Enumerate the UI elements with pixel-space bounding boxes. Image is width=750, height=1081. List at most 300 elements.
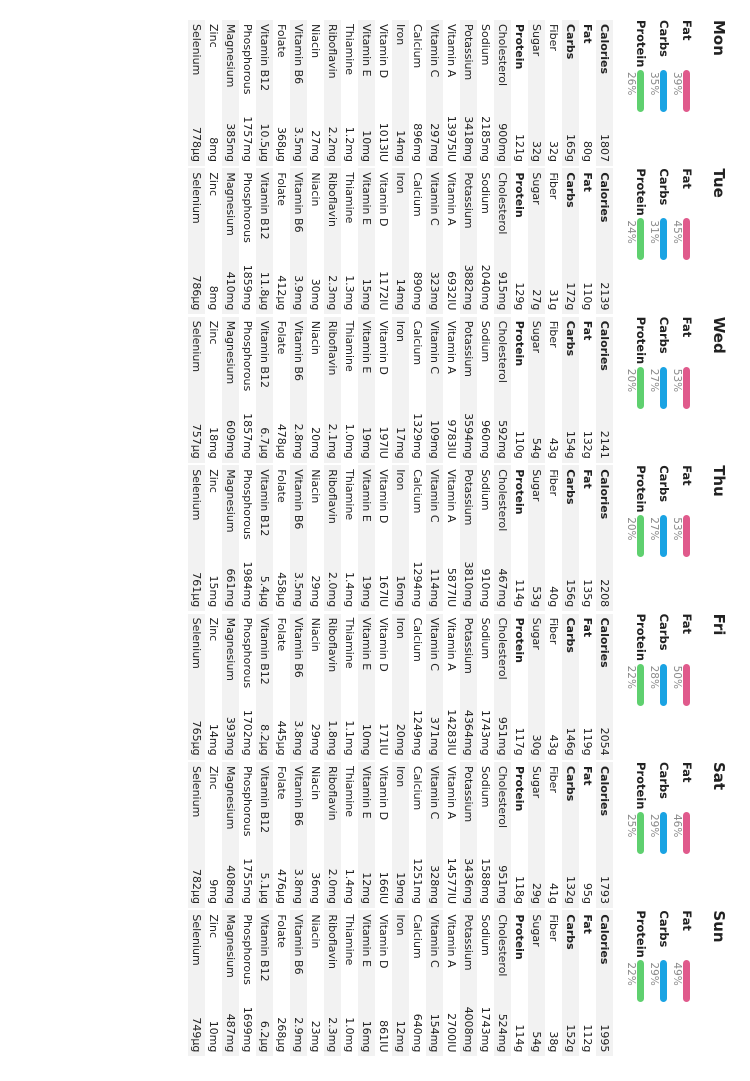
nutrient-row <box>596 762 613 908</box>
nutrient-value: 765µg <box>190 720 203 756</box>
nutrient-row <box>375 168 392 314</box>
nutrient-value: 640mg <box>411 1013 424 1053</box>
nutrient-row <box>188 762 205 908</box>
nutrient-row <box>477 465 494 611</box>
nutrient-value: 890mg <box>411 271 424 311</box>
nutrient-row <box>477 910 494 1056</box>
nutrient-row <box>375 614 392 760</box>
nutrient-value: 1702mg <box>241 709 254 756</box>
nutrient-label: Vitamin C <box>428 24 441 78</box>
nutrient-label: Carbs <box>564 914 577 950</box>
fat-percent: 45% <box>671 220 683 244</box>
nutrient-row <box>460 317 477 463</box>
nutrient-value: 152g <box>564 1024 577 1053</box>
fat-percent: 53% <box>671 517 683 541</box>
protein-percent: 25% <box>625 814 637 838</box>
nutrient-label: Calcium <box>411 24 424 69</box>
nutrient-row <box>222 168 239 314</box>
nutrient-label: Sugar <box>530 469 543 502</box>
nutrient-value: 268µg <box>275 1017 288 1053</box>
nutrient-row <box>528 20 545 166</box>
nutrient-value: 1995 <box>598 1024 611 1053</box>
protein-macro <box>627 910 649 1056</box>
nutrient-label: Protein <box>513 617 526 663</box>
nutrient-value: 458µg <box>275 572 288 608</box>
fat-percent: 53% <box>671 368 683 393</box>
nutrient-row <box>545 465 562 611</box>
nutrient-label: Vitamin B6 <box>292 320 305 381</box>
nutrient-label: Niacin <box>309 469 322 504</box>
nutrient-row <box>273 910 290 1056</box>
nutrient-value: 19mg <box>360 427 373 459</box>
nutrient-row <box>256 317 273 463</box>
carbs-macro <box>650 20 672 166</box>
nutrient-value: 1.3mg <box>343 275 356 311</box>
nutrient-label: Sugar <box>530 617 543 650</box>
nutrient-value: 1743mg <box>479 709 492 756</box>
nutrient-value: 757µg <box>190 423 203 459</box>
nutrient-label: Cholesterol <box>496 766 509 829</box>
nutrient-label: Calcium <box>411 320 424 366</box>
nutrient-label: Fat <box>581 320 594 341</box>
nutrient-value: 29mg <box>309 575 322 608</box>
nutrient-label: Carbs <box>564 24 577 60</box>
nutrient-value: 3.8mg <box>292 720 305 756</box>
nutrient-value: 40g <box>547 586 560 608</box>
day-column-fri <box>0 614 750 760</box>
nutrient-label: Potassium <box>462 172 475 229</box>
nutrient-label: Magnesium <box>224 320 237 385</box>
nutrient-value: 3810mg <box>462 561 475 608</box>
protein-percent: 20% <box>625 517 637 541</box>
nutrient-row <box>307 317 324 463</box>
nutrient-row <box>528 910 545 1056</box>
nutrient-row <box>409 317 426 463</box>
carbs-label: Carbs <box>657 613 671 651</box>
nutrient-value: 1.4mg <box>343 571 356 608</box>
nutrient-row <box>375 762 392 908</box>
nutrient-row <box>409 614 426 760</box>
nutrient-value: 14mg <box>207 723 220 756</box>
nutrient-value: 54g <box>530 1031 543 1053</box>
nutrient-label: Iron <box>394 320 407 343</box>
nutrient-row <box>307 614 324 760</box>
nutrient-value: 1743mg <box>479 1006 492 1053</box>
nutrient-value: 118g <box>513 876 526 904</box>
nutrient-row <box>562 20 579 166</box>
nutrient-value: 43g <box>547 734 560 756</box>
nutrient-value: 592mg <box>496 420 509 459</box>
nutrient-label: Protein <box>513 914 526 960</box>
nutrient-row <box>290 465 307 611</box>
nutrient-value: 4008mg <box>462 1006 475 1053</box>
nutrient-row <box>562 762 579 908</box>
nutrient-value: 109mg <box>428 420 441 459</box>
nutrient-value: 12mg <box>394 1020 407 1053</box>
nutrient-value: 5.4µg <box>258 575 271 608</box>
protein-macro <box>627 20 649 166</box>
nutrient-label: Sodium <box>479 766 492 808</box>
nutrient-row <box>290 614 307 760</box>
nutrient-row <box>273 614 290 760</box>
nutrient-label: Magnesium <box>224 24 237 88</box>
nutrient-row <box>239 910 256 1056</box>
nutrient-value: 1.1mg <box>343 720 356 756</box>
nutrient-label: Fiber <box>547 766 560 793</box>
nutrient-label: Fiber <box>547 24 560 51</box>
nutrient-row <box>460 20 477 166</box>
nutrient-label: Protein <box>513 469 526 515</box>
nutrient-value: 13975IU <box>445 115 458 162</box>
nutrient-label: Selenium <box>190 24 203 76</box>
protein-macro <box>627 465 649 611</box>
nutrient-row <box>460 168 477 314</box>
nutrient-value: 524mg <box>496 1013 509 1053</box>
nutrient-label: Selenium <box>190 469 203 521</box>
nutrient-value: 20mg <box>309 427 322 459</box>
nutrient-value: 408mg <box>224 865 237 904</box>
nutrient-value: 11.8µg <box>258 271 271 311</box>
nutrient-row <box>205 614 222 760</box>
nutrient-row <box>511 614 528 760</box>
nutrient-label: Vitamin C <box>428 617 441 671</box>
nutrient-value: 12mg <box>360 872 373 904</box>
nutrient-value: 166IU <box>377 871 390 904</box>
nutrient-value: 171IU <box>377 723 390 756</box>
nutrient-value: 15mg <box>360 278 373 311</box>
nutrient-label: Potassium <box>462 24 475 81</box>
nutrient-value: 393mg <box>224 716 237 756</box>
nutrient-row <box>273 465 290 611</box>
nutrient-label: Calories <box>598 469 611 520</box>
nutrient-label: Potassium <box>462 320 475 378</box>
nutrient-value: 2054 <box>598 727 611 756</box>
nutrient-label: Thiamine <box>343 914 356 966</box>
nutrient-value: 749µg <box>190 1017 203 1053</box>
nutrient-label: Vitamin E <box>360 24 373 77</box>
fat-macro <box>673 465 695 611</box>
nutrient-row <box>341 168 358 314</box>
nutrient-row <box>290 910 307 1056</box>
fat-percent: 39% <box>671 72 683 96</box>
nutrient-value: 3882mg <box>462 264 475 311</box>
nutrient-value: 167IU <box>377 574 390 608</box>
nutrient-row <box>324 20 341 166</box>
nutrient-value: 29mg <box>309 723 322 756</box>
nutrient-value: 6.7µg <box>258 427 271 459</box>
nutrient-value: 1294mg <box>411 561 424 608</box>
nutrient-label: Cholesterol <box>496 469 509 532</box>
nutrient-row <box>205 20 222 166</box>
nutrient-value: 197IU <box>377 426 390 459</box>
nutrient-value: 15mg <box>207 575 220 608</box>
nutrient-value: 16mg <box>360 1020 373 1053</box>
carbs-label: Carbs <box>657 762 671 799</box>
nutrient-value: 8mg <box>207 285 220 311</box>
nutrient-label: Sugar <box>530 320 543 353</box>
nutrient-label: Vitamin D <box>377 617 390 672</box>
nutrient-row <box>477 168 494 314</box>
nutrient-value: 2700IU <box>445 1013 458 1053</box>
nutrient-row <box>443 317 460 463</box>
carbs-percent: 29% <box>648 962 660 986</box>
nutrient-value: 1.4mg <box>343 868 356 904</box>
nutrient-row <box>528 614 545 760</box>
nutrient-label: Phosphorous <box>241 24 254 95</box>
nutrient-value: 2.2mg <box>326 126 339 162</box>
nutrient-table <box>188 20 613 166</box>
nutrient-label: Calories <box>598 320 611 371</box>
nutrient-row <box>358 614 375 760</box>
nutrient-value: 3.8mg <box>292 868 305 904</box>
nutrient-value: 3436mg <box>462 858 475 904</box>
nutrient-label: Calcium <box>411 914 424 959</box>
nutrient-row <box>443 168 460 314</box>
nutrient-label: Protein <box>513 766 526 812</box>
nutrient-row <box>188 910 205 1056</box>
nutrient-label: Niacin <box>309 914 322 949</box>
nutrient-row <box>392 614 409 760</box>
fat-label: Fat <box>680 316 694 338</box>
nutrient-value: 476µg <box>275 869 288 904</box>
carbs-label: Carbs <box>657 316 671 354</box>
nutrient-label: Vitamin B6 <box>292 469 305 530</box>
nutrient-value: 328mg <box>428 865 441 904</box>
nutrient-value: 3418mg <box>462 116 475 162</box>
nutrient-label: Zinc <box>207 914 220 939</box>
nutrient-value: 2.9mg <box>292 1017 305 1053</box>
nutrient-value: 661mg <box>224 568 237 608</box>
nutrient-label: Vitamin A <box>445 617 458 671</box>
nutrient-row <box>596 168 613 314</box>
nutrient-row <box>409 910 426 1056</box>
nutrient-row <box>205 168 222 314</box>
nutrient-row <box>494 465 511 611</box>
nutrient-label: Phosphorous <box>241 320 254 392</box>
nutrient-value: 80g <box>581 141 594 162</box>
nutrient-value: 861IU <box>377 1020 390 1053</box>
nutrient-label: Calcium <box>411 766 424 811</box>
nutrient-row <box>290 317 307 463</box>
day-title: Tue <box>710 168 728 198</box>
nutrient-row <box>358 910 375 1056</box>
protein-macro <box>627 317 649 463</box>
nutrient-label: Thiamine <box>343 24 356 75</box>
nutrient-row <box>256 168 273 314</box>
nutrient-value: 2.3mg <box>326 275 339 311</box>
nutrient-row <box>392 465 409 611</box>
nutrient-label: Vitamin C <box>428 320 441 375</box>
nutrient-row <box>358 20 375 166</box>
nutrient-value: 54g <box>530 437 543 459</box>
nutrient-label: Vitamin D <box>377 172 390 227</box>
nutrient-value: 2040mg <box>479 264 492 311</box>
nutrient-label: Vitamin B12 <box>258 914 271 982</box>
nutrient-label: Calcium <box>411 617 424 662</box>
nutrient-value: 487mg <box>224 1013 237 1053</box>
nutrient-value: 8mg <box>207 137 220 162</box>
fat-percent: 50% <box>671 665 683 689</box>
nutrient-row <box>290 168 307 314</box>
nutrient-value: 1859mg <box>241 264 254 311</box>
nutrient-label: Calories <box>598 24 611 75</box>
nutrient-row <box>545 910 562 1056</box>
nutrient-label: Carbs <box>564 617 577 653</box>
nutrient-value: 95g <box>581 883 594 904</box>
nutrient-row <box>188 465 205 611</box>
nutrient-value: 112g <box>581 1024 594 1053</box>
nutrient-value: 1793 <box>598 876 611 904</box>
nutrient-label: Vitamin D <box>377 320 390 375</box>
nutrient-value: 129g <box>513 282 526 311</box>
nutrient-table <box>188 168 613 314</box>
nutrient-label: Vitamin C <box>428 469 441 523</box>
nutrient-value: 19mg <box>394 872 407 904</box>
nutrient-row <box>460 910 477 1056</box>
nutrient-row <box>256 762 273 908</box>
nutrient-value: 14mg <box>394 278 407 311</box>
nutrient-label: Vitamin B6 <box>292 617 305 678</box>
nutrient-value: 10mg <box>360 723 373 756</box>
nutrient-value: 1757mg <box>241 116 254 162</box>
nutrient-label: Fat <box>581 172 594 192</box>
nutrient-label: Phosphorous <box>241 766 254 837</box>
nutrient-row <box>239 762 256 908</box>
nutrient-label: Vitamin E <box>360 172 373 225</box>
carbs-macro <box>650 910 672 1056</box>
nutrient-row <box>545 317 562 463</box>
nutrient-value: 10.5µg <box>258 123 271 162</box>
nutrient-value: 609mg <box>224 420 237 459</box>
nutrient-label: Vitamin D <box>377 469 390 524</box>
nutrient-label: Zinc <box>207 24 220 48</box>
nutrient-row <box>205 317 222 463</box>
nutrient-row <box>426 614 443 760</box>
nutrient-label: Thiamine <box>343 469 356 521</box>
nutrient-value: 5877IU <box>445 567 458 608</box>
nutrient-label: Calories <box>598 766 611 817</box>
nutrient-row <box>341 20 358 166</box>
nutrient-row <box>443 20 460 166</box>
nutrient-label: Vitamin B12 <box>258 320 271 388</box>
nutrient-value: 31g <box>547 289 560 311</box>
nutrient-row <box>562 317 579 463</box>
nutrient-label: Phosphorous <box>241 469 254 540</box>
nutrient-value: 135g <box>581 579 594 608</box>
nutrient-row <box>545 614 562 760</box>
fat-macro <box>673 168 695 314</box>
nutrient-value: 154mg <box>428 1013 441 1053</box>
nutrient-row <box>273 20 290 166</box>
nutrient-label: Thiamine <box>343 766 356 817</box>
nutrient-row <box>239 465 256 611</box>
nutrient-row <box>443 762 460 908</box>
nutrient-row <box>341 910 358 1056</box>
carbs-label: Carbs <box>657 910 671 948</box>
nutrient-label: Riboflavin <box>326 24 339 79</box>
nutrient-label: Folate <box>275 24 288 58</box>
nutrient-label: Zinc <box>207 617 220 642</box>
carbs-macro <box>650 465 672 611</box>
nutrient-table <box>188 465 613 611</box>
nutrient-row <box>494 762 511 908</box>
nutrient-label: Sugar <box>530 24 543 57</box>
nutrient-row <box>545 20 562 166</box>
nutrient-value: 1.0mg <box>343 423 356 459</box>
fat-label: Fat <box>680 168 694 189</box>
nutrient-row <box>324 614 341 760</box>
nutrient-row <box>375 20 392 166</box>
nutrient-label: Zinc <box>207 320 220 345</box>
nutrient-value: 3.5mg <box>292 126 305 162</box>
nutrient-label: Riboflavin <box>326 617 339 673</box>
carbs-macro <box>650 762 672 908</box>
nutrient-label: Protein <box>513 172 526 218</box>
nutrient-label: Vitamin A <box>445 766 458 820</box>
nutrient-row <box>511 20 528 166</box>
nutrient-label: Folate <box>275 469 288 503</box>
nutrient-label: Riboflavin <box>326 766 339 821</box>
nutrient-label: Vitamin D <box>377 24 390 79</box>
nutrient-label: Folate <box>275 766 288 800</box>
nutrient-value: 20mg <box>394 723 407 756</box>
nutrient-row <box>443 614 460 760</box>
nutrient-value: 2.0mg <box>326 571 339 608</box>
nutrient-label: Sodium <box>479 172 492 214</box>
protein-macro <box>627 168 649 314</box>
nutrient-value: 154g <box>564 430 577 459</box>
nutrient-table <box>188 614 613 760</box>
carbs-macro <box>650 168 672 314</box>
day-title: Sun <box>710 910 728 943</box>
nutrient-value: 1329mg <box>411 413 424 459</box>
nutrient-row <box>426 317 443 463</box>
nutrient-row <box>341 317 358 463</box>
day-column-sun <box>0 910 750 1056</box>
nutrient-label: Vitamin E <box>360 617 373 671</box>
nutrient-value: 2208 <box>598 579 611 608</box>
nutrient-row <box>375 910 392 1056</box>
nutrient-label: Phosphorous <box>241 617 254 689</box>
nutrient-value: 14283IU <box>445 709 458 756</box>
nutrient-row <box>205 762 222 908</box>
nutrient-label: Cholesterol <box>496 172 509 235</box>
nutrient-value: 1588mg <box>479 858 492 904</box>
nutrient-value: 119g <box>581 727 594 756</box>
nutrient-row <box>205 465 222 611</box>
nutrient-label: Zinc <box>207 172 220 197</box>
nutrient-value: 3.5mg <box>292 571 305 608</box>
nutrient-label: Iron <box>394 766 407 788</box>
nutrient-row <box>579 20 596 166</box>
nutrient-label: Magnesium <box>224 766 237 830</box>
nutrient-row <box>443 910 460 1056</box>
nutrient-label: Vitamin A <box>445 24 458 78</box>
nutrient-row <box>460 614 477 760</box>
nutrient-row <box>324 317 341 463</box>
nutrient-label: Vitamin D <box>377 766 390 821</box>
nutrient-label: Fat <box>581 766 594 786</box>
nutrient-row <box>205 910 222 1056</box>
nutrient-label: Vitamin B12 <box>258 469 271 537</box>
nutrient-value: 10mg <box>207 1020 220 1053</box>
nutrient-label: Folate <box>275 617 288 652</box>
nutrient-label: Zinc <box>207 469 220 493</box>
nutrient-value: 18mg <box>207 427 220 459</box>
nutrient-value: 10mg <box>360 130 373 162</box>
nutrient-row <box>528 762 545 908</box>
nutrient-table <box>188 762 613 908</box>
